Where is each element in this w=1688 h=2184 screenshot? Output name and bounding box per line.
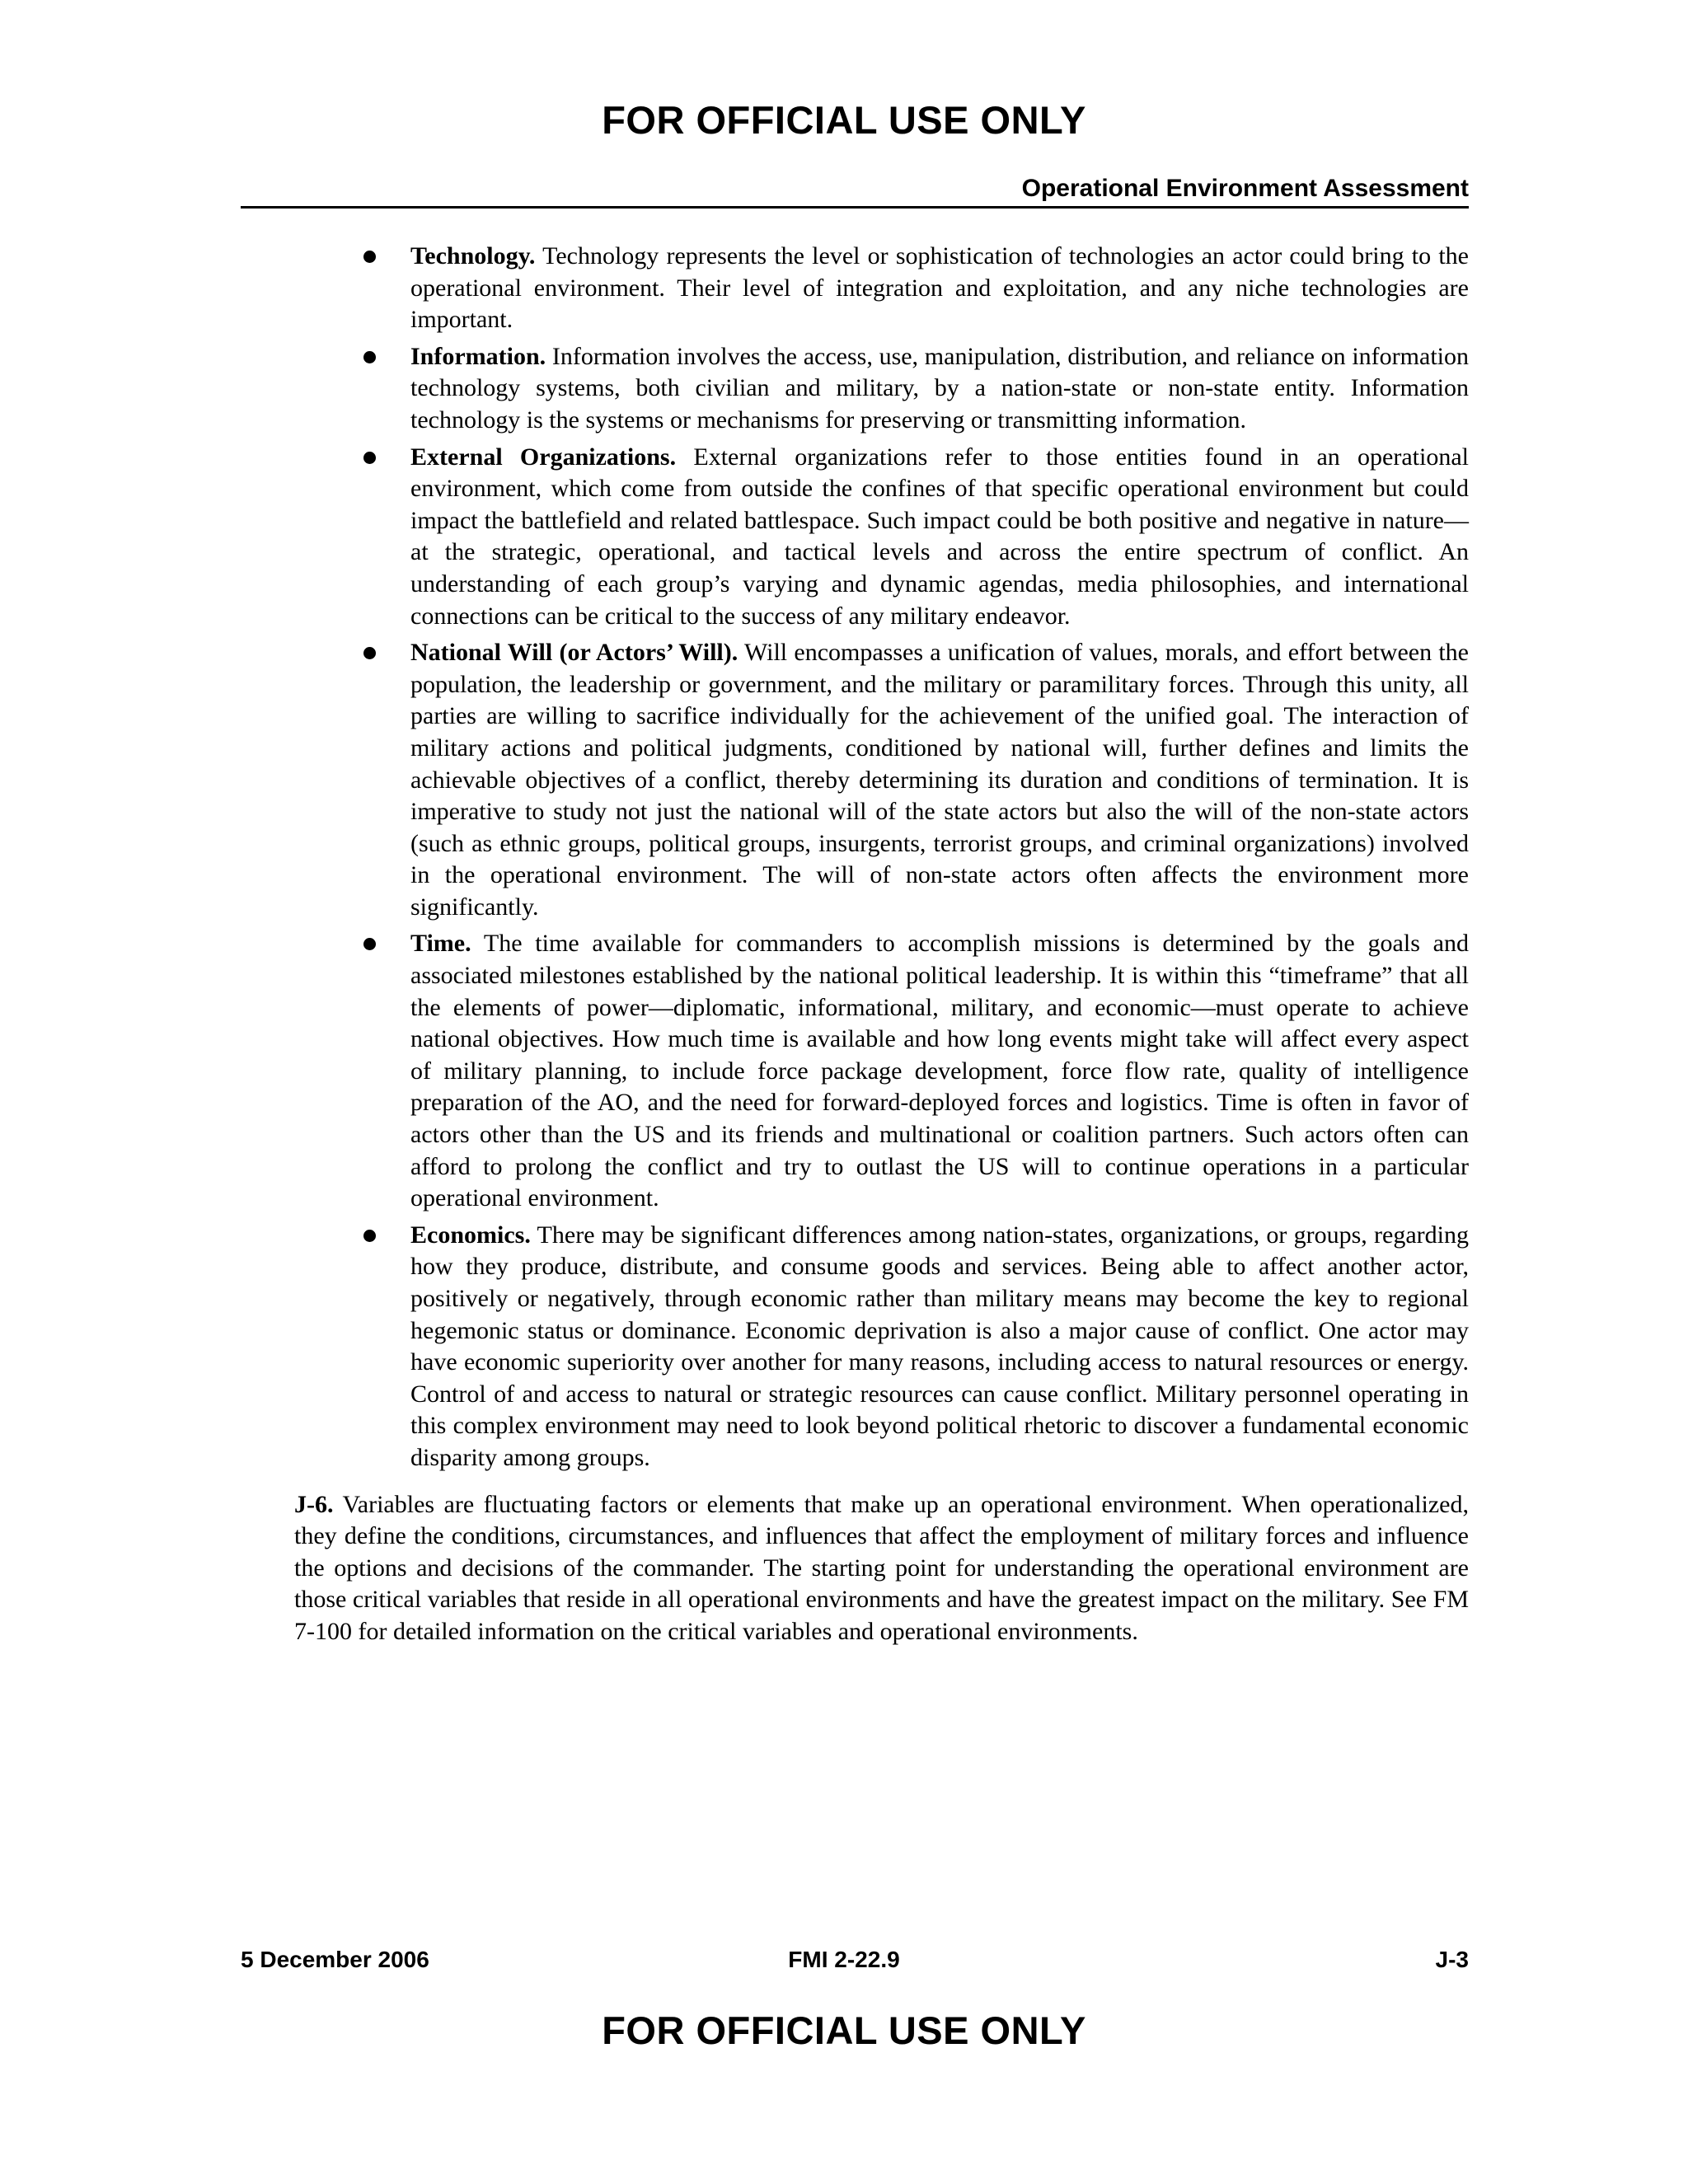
header-rule bbox=[241, 206, 1469, 209]
bullet-icon bbox=[363, 938, 376, 950]
bullet-icon bbox=[363, 647, 376, 659]
classification-banner-bottom: FOR OFFICIAL USE ONLY bbox=[602, 2008, 1086, 2052]
bullet-icon bbox=[363, 251, 376, 263]
bullet-icon bbox=[363, 351, 376, 363]
bullet-technology bbox=[294, 241, 1469, 336]
bullet-text: The time available for commanders to accomplish missions is determined by the goals and associated milestones established by the national political leadership. It is within this “timeframe” that all the elements of power—diplomatic, informational, military, and economic—must operate to achieve national objectives. How much time is available and how long events might take will affect every aspect of military planning, to include force package development, force flow rate, quality of intelligence preparation of the AO, and the need for forward-deployed forces and logistics. Time is often in favor of actors other than the US and its friends and multinational or coalition partners. Such actors often can afford to prolong the conflict and try to outlast the US will to continue operations in a particular operational environment. bbox=[410, 930, 1469, 1212]
paragraph-j6 bbox=[294, 1489, 1469, 1648]
bullet-national-will bbox=[294, 637, 1469, 923]
running-header: Operational Environment Assessment bbox=[1021, 175, 1469, 202]
bullet-term: External Organizations. bbox=[410, 443, 677, 471]
bullet-term: Time. bbox=[410, 930, 471, 958]
bullet-term: National Will (or Actors’ Will). bbox=[410, 639, 738, 667]
bullet-icon bbox=[363, 452, 376, 464]
bullet-information bbox=[294, 341, 1469, 437]
bullet-icon bbox=[363, 1230, 376, 1242]
bullet-text: Will encompasses a unification of values, morals, and effort between the population, the leadership or government, and the military or paramilitary forces. Through this unity, all parties are willing to sacrifice individually for the achievement of the unified goal. The interaction of military actions and political judgments, conditioned by national will, further defines and limits the achievable objectives of a conflict, thereby determining its duration and conditions of termination. It is imperative to study not just the national will of the state actors but also the will of the non-state actors (such as ethnic groups, political groups, insurgents, terrorist groups, and criminal organizations) involved in the operational environment. The will of non-state actors often affects the environment more significantly. bbox=[410, 639, 1469, 921]
bullet-time bbox=[294, 928, 1469, 1214]
bullet-text: Technology represents the level or sophistication of technologies an actor could bring to the operational environment. Their level of integration and exploitation, and any niche technologies are important. bbox=[410, 242, 1469, 334]
footer-date: 5 December 2006 bbox=[241, 1947, 429, 1972]
bullet-term: Technology. bbox=[410, 242, 536, 269]
bullet-external-organizations bbox=[294, 442, 1469, 633]
bullet-term: Information. bbox=[410, 342, 546, 370]
footer-publication: FMI 2-22.9 bbox=[788, 1947, 900, 1972]
variables-bullet-list bbox=[294, 241, 1469, 1474]
bullet-economics bbox=[294, 1220, 1469, 1474]
bullet-text: There may be significant differences among nation-states, organizations, or groups, regarding how they produce, distribute, and consume goods and services. Being able to affect another actor, positively or negatively, through economic rather than military means may become the key to regional hegemonic status or dominance. Economic deprivation is also a major cause of conflict. One actor may have economic superiority over another for many reasons, including access to natural resources or energy. Control of and access to natural or strategic resources can cause conflict. Military personnel operating in this complex environment may need to look beyond political rhetoric to discover a fundamental economic disparity among groups. bbox=[410, 1221, 1469, 1471]
bullet-term: Economics. bbox=[410, 1221, 531, 1249]
footer-page-number: J-3 bbox=[1435, 1947, 1469, 1972]
bullet-text: External organizations refer to those entities found in an operational environment, which come from outside the confines of that specific operational environment but could impact the battlefield and related battlespace. Such impact could be both positive and negative in nature—at the strategic, operational, and tactical levels and across the entire spectrum of conflict. An understanding of each group’s varying and dynamic agendas, media philosophies, and international connections can be critical to the success of any military endeavor. bbox=[410, 443, 1469, 630]
paragraph-number: J-6. bbox=[294, 1490, 334, 1518]
document-body bbox=[294, 241, 1469, 1648]
paragraph-text: Variables are fluctuating factors or elements that make up an operational environment. When operationalized, they define the conditions, circumstances, and influences that affect the employment of military forces and influence the options and decisions of the commander. The starting point for understanding the operational environment are those critical variables that reside in all operational environments and have the greatest impact on the military. See FM 7-100 for detailed information on the critical variables and operational environments. bbox=[294, 1490, 1469, 1645]
bullet-text: Information involves the access, use, manipulation, distribution, and reliance on information technology systems, both civilian and military, by a nation-state or non-state entity. Information technology is the systems or mechanisms for preserving or transmitting information. bbox=[410, 342, 1469, 434]
classification-banner-top: FOR OFFICIAL USE ONLY bbox=[602, 98, 1086, 142]
